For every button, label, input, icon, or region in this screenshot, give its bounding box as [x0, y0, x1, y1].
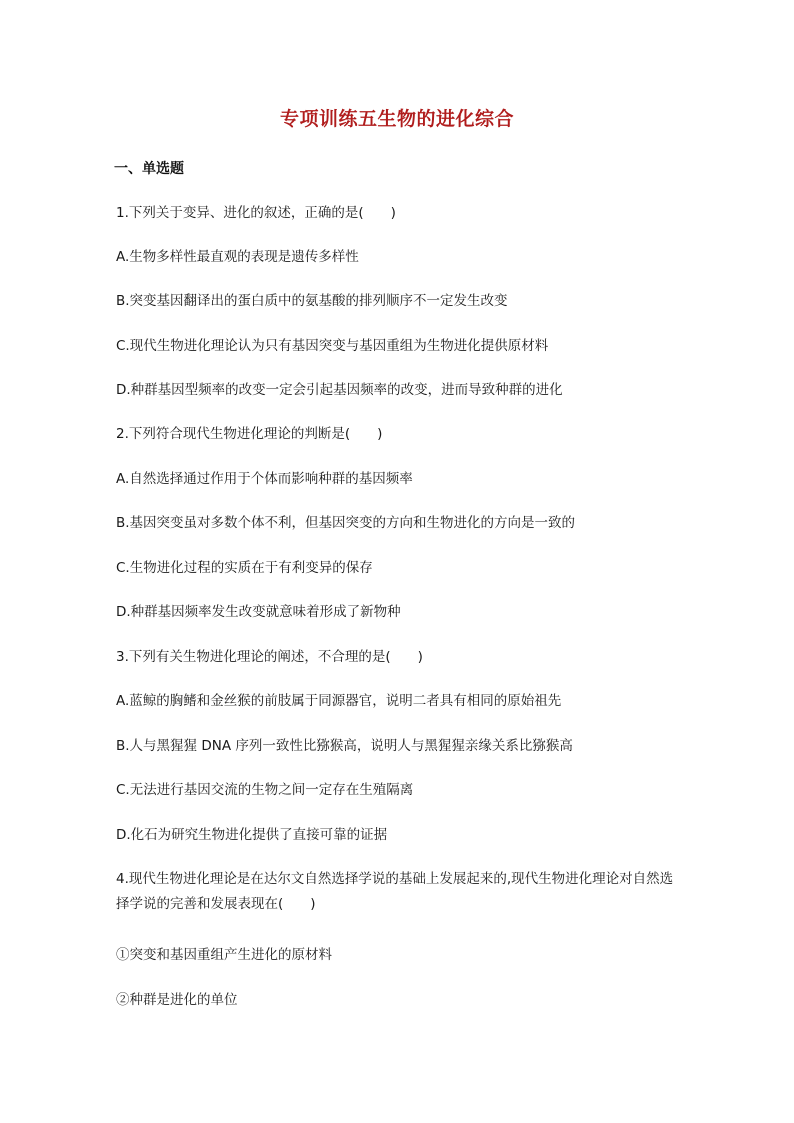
question-1-option-c: C.现代生物进化理论认为只有基因突变与基因重组为生物进化提供原材料 [116, 338, 549, 354]
question-2-option-c: C.生物进化过程的实质在于有利变异的保存 [116, 560, 373, 576]
question-1-option-d: D.种群基因型频率的改变一定会引起基因频率的改变，进而导致种群的进化 [116, 382, 563, 398]
question-3-option-a: A.蓝鲸的胸鳍和金丝猴的前肢属于同源器官，说明二者具有相同的原始祖先 [116, 693, 562, 709]
question-3-option-c: C.无法进行基因交流的生物之间一定存在生殖隔离 [116, 782, 414, 798]
question-3-option-b: B.人与黑猩猩 DNA 序列一致性比猕猴高，说明人与黑猩猩亲缘关系比猕猴高 [116, 738, 573, 754]
document-title: 专项训练五生物的进化综合 [279, 108, 514, 130]
question-2-option-b: B.基因突变虽对多数个体不利，但基因突变的方向和生物进化的方向是一致的 [116, 515, 576, 531]
question-4-item-2: ②种群是进化的单位 [116, 992, 238, 1008]
question-3-stem: 3.下列有关生物进化理论的阐述，不合理的是( ) [116, 649, 423, 665]
question-1-option-b: B.突变基因翻译出的蛋白质中的氨基酸的排列顺序不一定发生改变 [116, 293, 508, 309]
question-2-option-a: A.自然选择通过作用于个体而影响种群的基因频率 [116, 471, 413, 487]
question-1-option-a: A.生物多样性最直观的表现是遗传多样性 [116, 249, 359, 265]
question-4-stem: 4.现代生物进化理论是在达尔文自然选择学说的基础上发展起来的,现代生物进化理论对自然选择学说的完善和发展表现在( ) [116, 871, 674, 912]
question-3-option-d: D.化石为研究生物进化提供了直接可靠的证据 [116, 827, 388, 843]
question-2-stem: 2.下列符合现代生物进化理论的判断是( ) [116, 426, 383, 442]
question-2-option-d: D.种群基因频率发生改变就意味着形成了新物种 [116, 604, 401, 620]
question-1-stem: 1.下列关于变异、进化的叙述，正确的是( ) [116, 205, 396, 221]
question-4-item-1: ①突变和基因重组产生进化的原材料 [116, 947, 332, 963]
section-heading: 一、单选题 [114, 161, 184, 177]
